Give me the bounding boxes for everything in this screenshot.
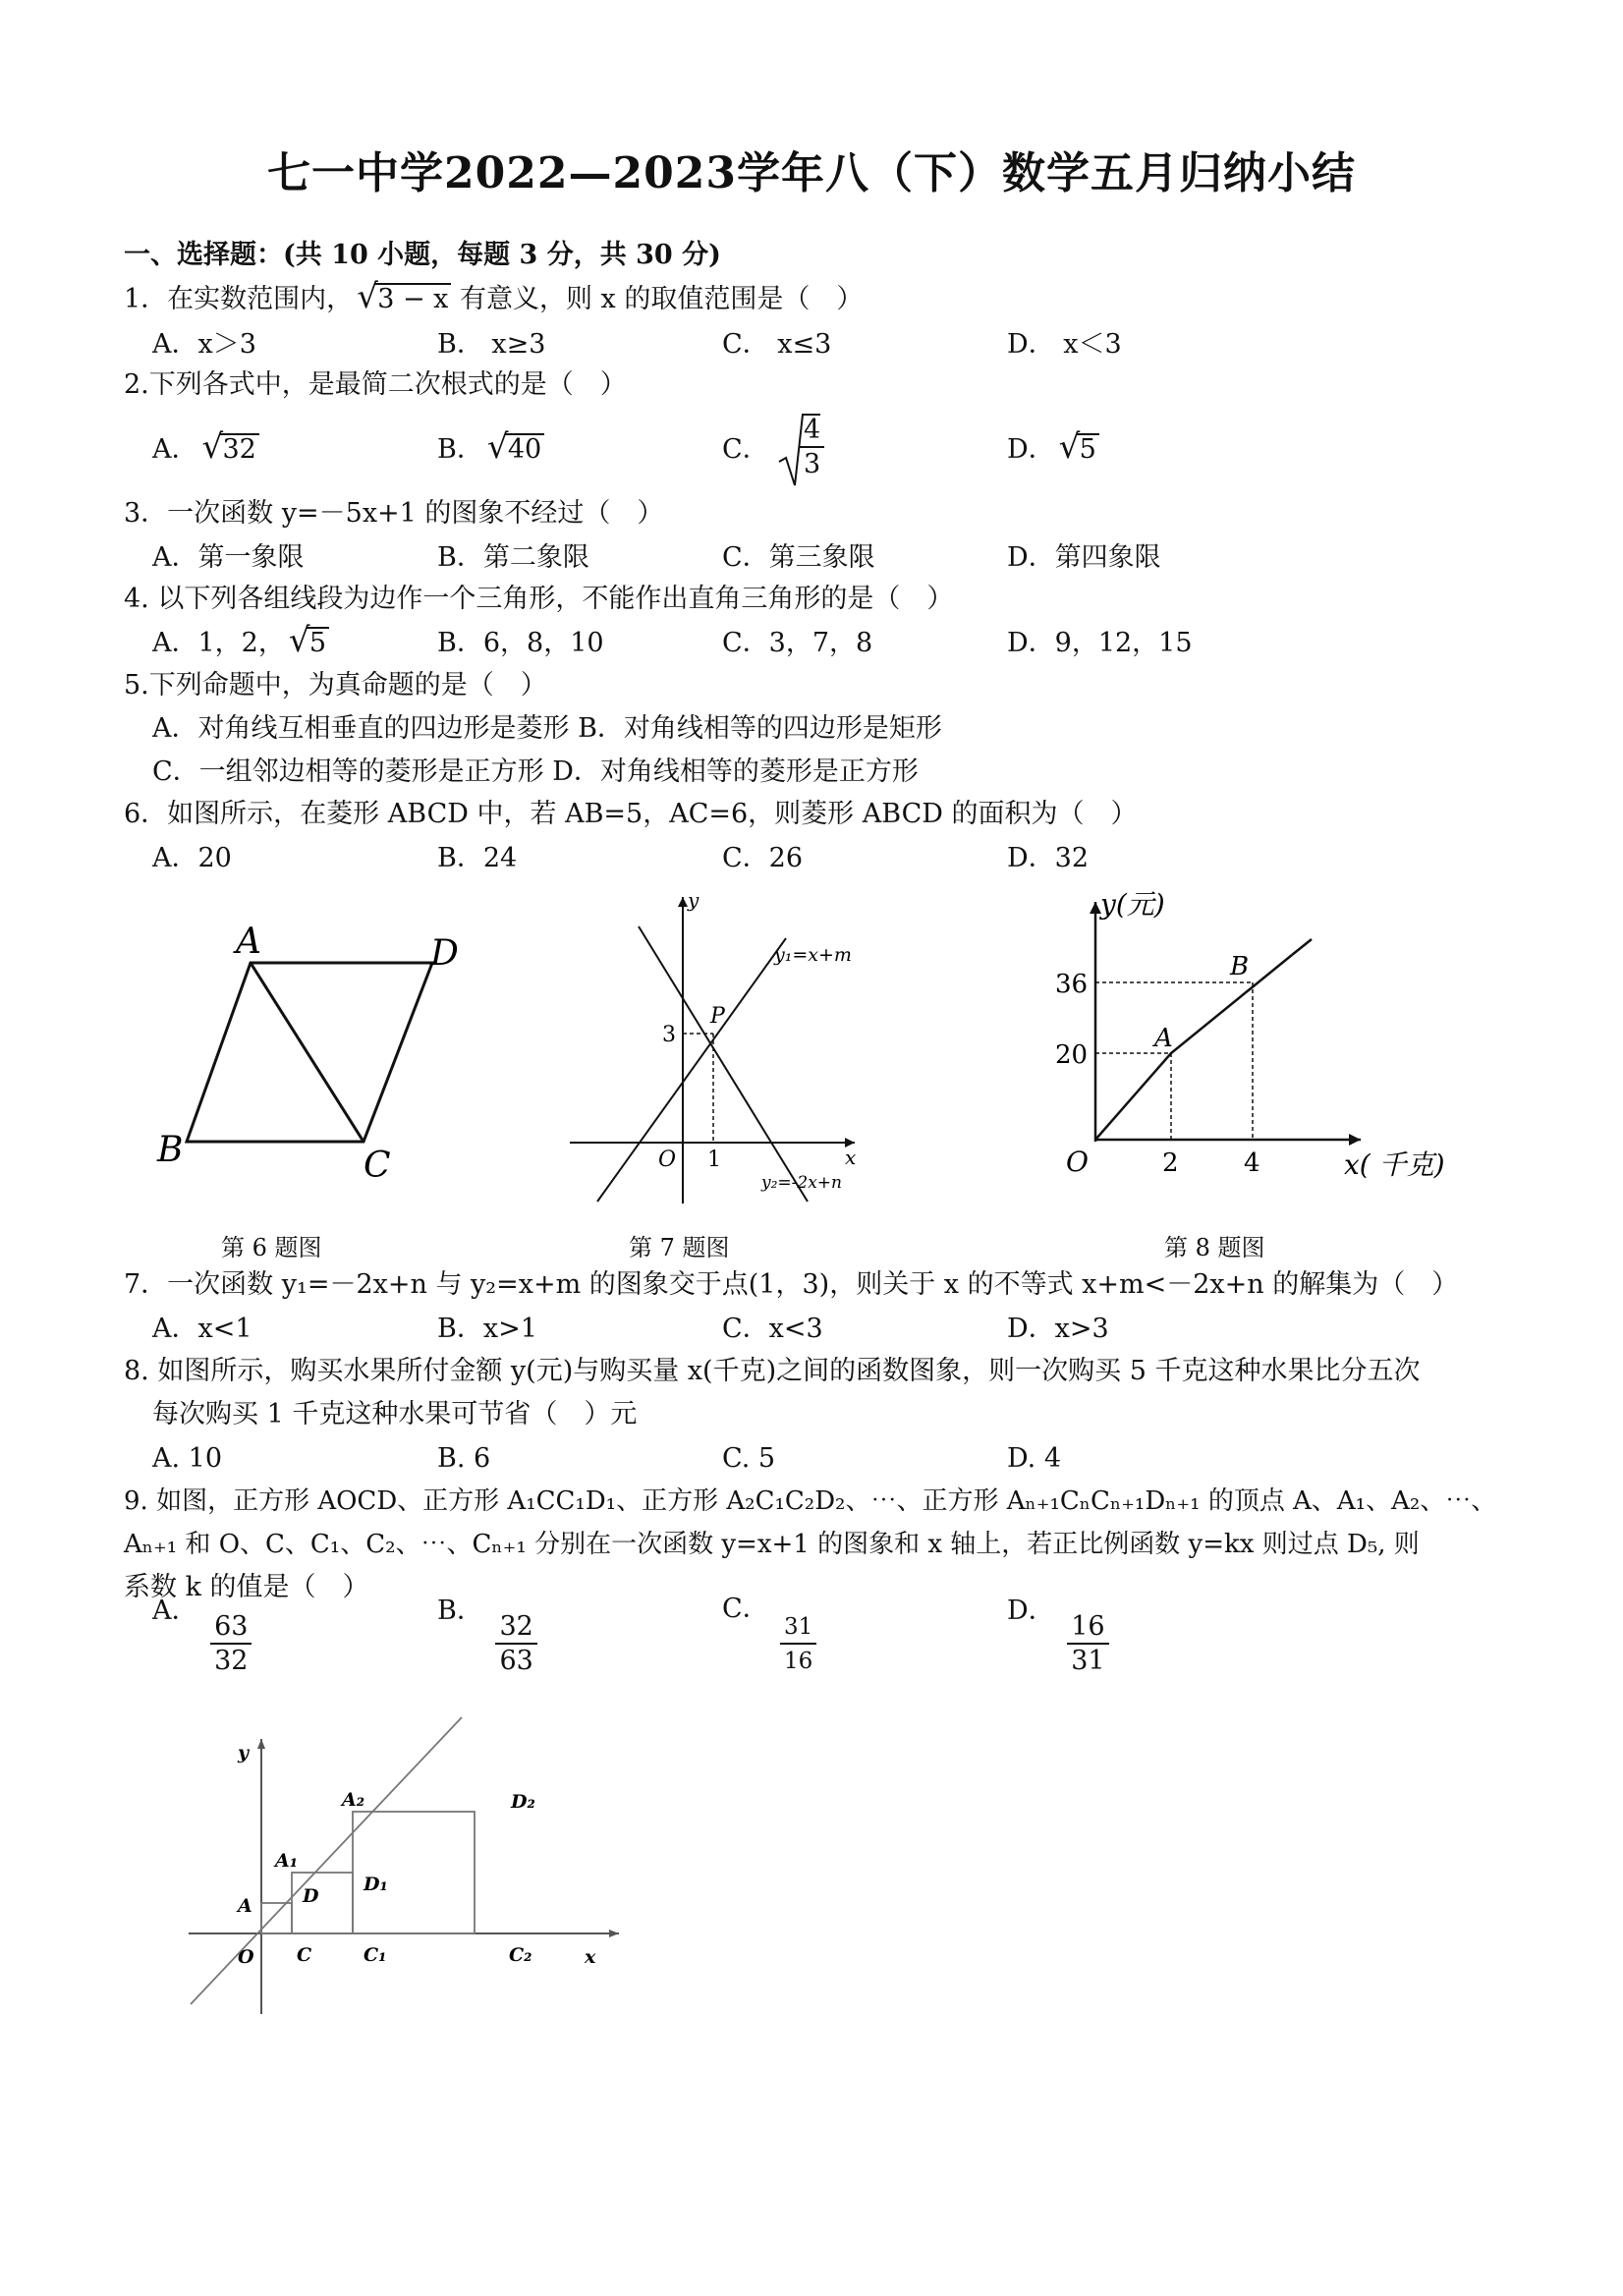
sqrt-5: √ 5 [1059,432,1099,468]
question-2: 2.下列各式中，是最简二次根式的是（ ） [124,369,627,400]
line-y-x-plus-1 [191,1717,462,2004]
q9-b-numerator: 32 [495,1611,536,1645]
q9-c-denominator: 16 [783,1649,813,1674]
q8-option-d: D. 4 [1007,1443,1062,1474]
q9-d-fraction [1067,1611,1108,1678]
q2-b-label: B． [437,434,483,465]
q7-option-b: B．x>1 [437,1314,537,1344]
sqrt-5: √ 5 [289,626,329,661]
sqrt-40: √ 40 [487,432,544,468]
q9-option-d [1007,1595,1113,1678]
q8-option-c: C. 5 [722,1443,776,1474]
vertex-a: A [236,922,261,962]
page-title: 七一中学2022—2023学年八（下）数学五月归纳小结 [267,148,1356,198]
figure-8-graph [1041,884,1474,1189]
figure-7-graph [560,889,884,1213]
figure-9-squares [177,1709,639,2024]
line-y2-label: y₂=-2x+n [761,1173,843,1193]
q2-option-b [437,427,544,468]
q9-c-fraction [780,1611,816,1678]
q2-option-d [1007,427,1099,468]
q4-a-label: A．1，2， [152,628,285,658]
q5-options-cd: C．一组邻边相等的菱形是正方形 D．对角线相等的菱形是正方形 [152,756,919,787]
q1-pre: 1．在实数范围内， [124,284,354,314]
q6-option-c: C．26 [722,843,804,873]
q9-d-numerator: 16 [1067,1611,1108,1645]
q1-option-c: C． x≤3 [722,329,832,360]
point-d2-label: D₂ [511,1791,535,1813]
point-b-label: B [1230,952,1250,981]
line-y1 [597,938,786,1202]
q7-option-a: A．x<1 [152,1314,252,1344]
rhombus-outline [187,963,432,1142]
q4-option-a [152,621,329,661]
square-a1cc1d1 [292,1873,353,1933]
question-8-line-1: 8. 如图所示，购买水果所付金额 y(元)与购买量 x(千克)之间的函数图象，则一次购买 5 千克这种水果比分五次 [124,1356,1421,1386]
q9-a-label: A． [152,1595,198,1626]
y-label: y [238,1742,250,1764]
x-axis-arrow [609,1930,619,1937]
q3-option-b: B．第二象限 [437,542,589,573]
q9-b-fraction [495,1611,536,1678]
origin-label: O [1066,1146,1089,1178]
diagonal-ac [251,963,364,1142]
point-a-label: A [1154,1024,1173,1053]
point-a1-label: A₁ [275,1850,299,1872]
point-c1-label: C₁ [364,1944,387,1966]
figure-7-caption: 第 7 题图 [629,1234,730,1261]
q4-option-b: B．6，8，10 [437,628,604,658]
x-label: x [585,1946,596,1968]
q2-d-radicand: 5 [1077,433,1099,465]
sqrt-expression: √ 3 − x [357,282,451,317]
q9-option-c [722,1594,820,1678]
square-a2c1c2d2 [353,1812,475,1933]
q9-b-label: B． [437,1595,483,1626]
tick-4-label: 4 [1244,1148,1260,1178]
question-9-line-1: 9. 如图，正方形 AOCD、正方形 A₁CC₁D₁、正方形 A₂C₁C₂D₂、⋯、正方形 Aₙ₊₁CₙCₙ₊₁Dₙ₊₁ 的顶点 A、A₁、A₂、⋯、 [124,1486,1497,1516]
q9-a-fraction [210,1611,252,1678]
line-y1-label: y₁=x+m [774,944,852,966]
x-label: x [845,1146,857,1169]
figure-8-caption: 第 8 题图 [1164,1234,1265,1261]
q6-option-a: A．20 [152,843,232,873]
q9-a-numerator: 63 [210,1611,252,1645]
q8-option-a: A. 10 [152,1443,223,1474]
q4-option-c: C．3，7，8 [722,628,873,658]
q9-b-denominator: 63 [499,1646,533,1676]
q1-option-d: D． x＜3 [1007,329,1122,360]
q1-option-a: A．x＞3 [152,329,256,360]
vertex-c: C [364,1146,391,1186]
q8-option-b: B. 6 [437,1443,491,1474]
q6-option-d: D．32 [1007,843,1090,873]
section-heading: 一、选择题：(共 10 小题，每题 3 分，共 30 分) [124,240,721,270]
figure-6-rhombus [147,914,481,1189]
q3-option-c: C．第三象限 [722,542,875,573]
y-label: y [688,889,700,912]
question-7: 7．一次函数 y₁=－2x+n 与 y₂=x+m 的图象交于点(1，3)，则关于 x 的不等式 x+m<－2x+n 的解集为（ ） [124,1269,1459,1300]
q1-radicand: 3 − x [374,283,451,314]
tick-36-label: 36 [1055,970,1089,999]
y-axis-label: y(元) [1100,888,1165,921]
q4-option-d: D．9，12，15 [1007,628,1193,658]
question-8-line-2: 每次购买 1 千克这种水果可节省（ ）元 [152,1399,638,1429]
q2-c-numerator: 4 [800,415,824,448]
point-c2-label: C₂ [509,1944,532,1966]
figure-6-caption: 第 6 题图 [221,1234,322,1261]
q9-option-a [152,1595,255,1678]
tick-2-label: 2 [1162,1148,1179,1178]
point-a-label: A [238,1895,252,1917]
q2-a-radicand: 32 [220,433,259,465]
point-c-label: C [297,1944,312,1966]
q2-c-fraction [800,415,824,481]
q9-c-label: C． [722,1594,769,1624]
question-6: 6．如图所示，在菱形 ABCD 中，若 AB=5，AC=6，则菱形 ABCD 的面积为（ ） [124,799,1138,829]
tick-3-label: 3 [662,1023,676,1047]
question-9-line-2: Aₙ₊₁ 和 O、C、C₁、C₂、⋯、Cₙ₊₁ 分别在一次函数 y=x+1 的图象和 x 轴上，若正比例函数 y=kx 则过点 D₅, 则 [124,1530,1420,1559]
point-p-label: P [710,1004,725,1029]
q3-option-a: A．第一象限 [152,542,305,573]
question-4: 4. 以下列各组线段为边作一个三角形，不能作出直角三角形的是（ ） [124,584,954,614]
q6-option-b: B．24 [437,843,518,873]
point-a2-label: A₂ [342,1789,365,1811]
question-5: 5.下列命题中，为真命题的是（ ） [124,670,547,700]
y-axis-arrow [257,1739,265,1749]
origin-label: O [238,1946,254,1968]
q7-option-c: C．x<3 [722,1314,823,1344]
q9-d-label: D． [1007,1595,1055,1626]
q2-a-label: A． [152,434,198,465]
q5-options-ab: A．对角线互相垂直的四边形是菱形 B．对角线相等的四边形是矩形 [152,713,942,744]
q2-option-a [152,427,259,468]
y-axis-arrow [678,897,688,907]
question-3: 3．一次函数 y=－5x+1 的图象不经过（ ） [124,498,664,529]
x-axis-arrow [1349,1134,1361,1146]
price-line-extension [1292,939,1312,955]
question-1 [124,277,864,317]
question-9-line-3: 系数 k 的值是（ ） [124,1572,369,1602]
sqrt-32: √ 32 [202,432,259,468]
q2-d-label: D． [1007,434,1055,465]
q9-d-denominator: 31 [1071,1646,1105,1676]
vertex-d: D [430,933,459,974]
q4-a-radicand: 5 [307,627,329,658]
point-d1-label: D₁ [364,1874,388,1895]
q2-option-c [722,411,820,489]
x-axis-label: x( 千克) [1344,1148,1445,1181]
origin-label: O [658,1148,677,1172]
q7-option-d: D．x>3 [1007,1314,1109,1344]
q9-c-numerator: 31 [780,1611,816,1645]
q9-option-b [437,1595,541,1678]
point-d-label: D [303,1885,319,1907]
q3-option-d: D．第四象限 [1007,542,1161,573]
tick-1-label: 1 [707,1148,721,1172]
square-aocd [261,1903,292,1933]
q2-c-denominator: 3 [804,449,821,479]
q1-option-b: B． x≥3 [437,329,546,360]
q1-post: 有意义，则 x 的取值范围是（ ） [451,284,864,314]
tick-20-label: 20 [1055,1040,1089,1070]
q2-b-radicand: 40 [505,433,544,465]
q2-c-label: C． [722,434,769,465]
vertex-b: B [157,1130,184,1170]
q9-a-denominator: 32 [214,1646,249,1676]
